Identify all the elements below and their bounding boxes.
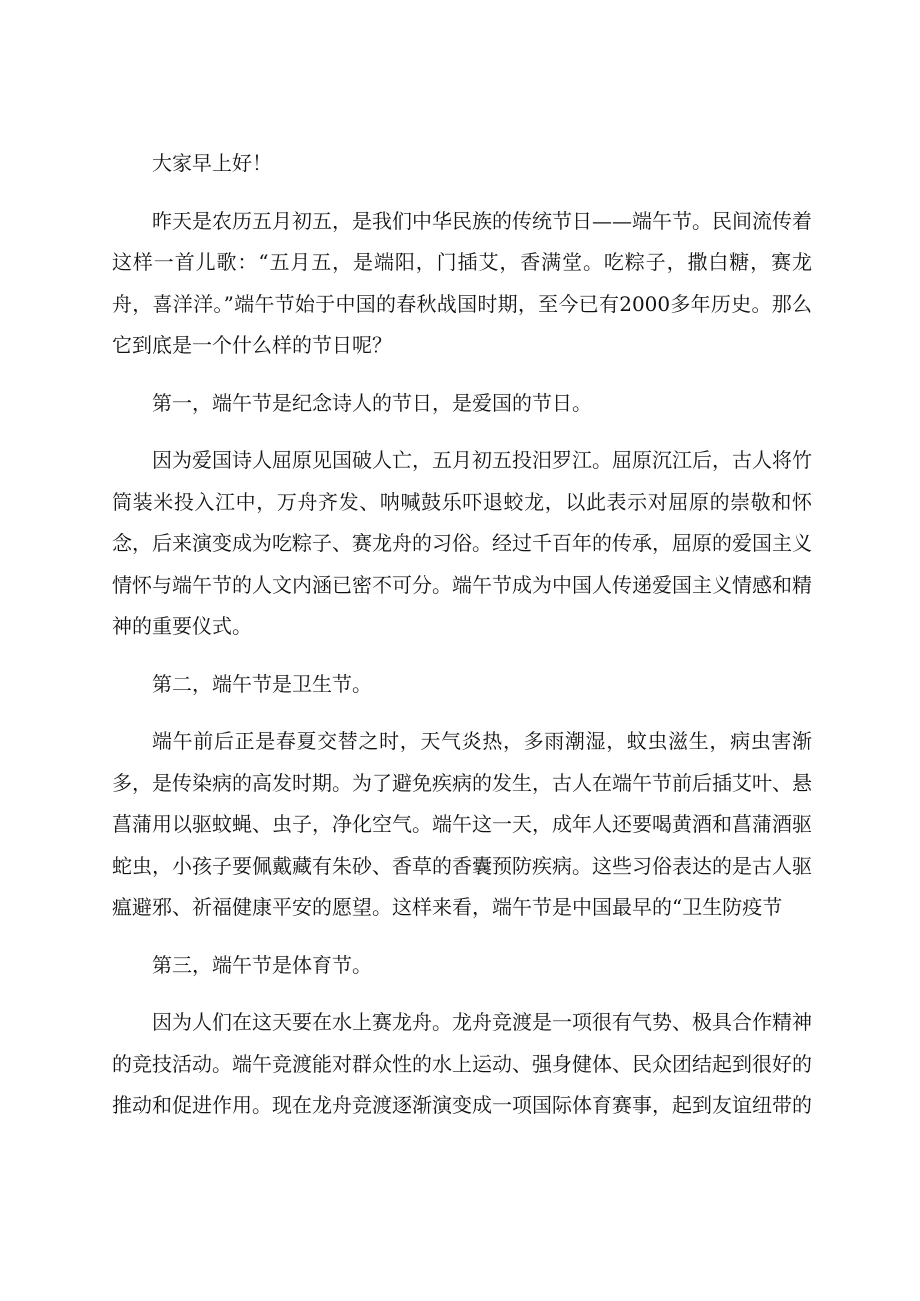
point-three-heading: 第三，端午节是体育节。	[152, 952, 372, 977]
point-two-paragraph: 端午前后正是春夏交替之时，天气炎热，多雨潮湿，蚊虫滋生，病虫害渐多，是传染病的高发时期。为了避免疾病的发生，古人在端午节前后插艾叶、悬菖蒲用以驱蚊蝇、虫子，净化空气。端午这一天，成年人还要喝黄酒和菖蒲酒驱蛇虫，小孩子要佩戴藏有朱砂、香草的香囊预防疾病。这些习俗表达的是古人驱瘟避邪、祈福健康平安的愿望。这样来看，端午节是中国最早的“卫生防疫节	[112, 729, 812, 919]
point-three-paragraph: 因为人们在这天要在水上赛龙舟。龙舟竞渡是一项很有气势、极具合作精神的竞技活动。端午竞渡能对群众性的水上运动、强身健体、民众团结起到很好的推动和促进作用。现在龙舟竞渡逐渐演变成一项国际体育赛事，起到友谊纽带的	[112, 1010, 812, 1117]
point-two-heading: 第二，端午节是卫生节。	[152, 671, 372, 696]
document-body	[112, 143, 812, 1143]
greeting-paragraph: 大家早上好！	[152, 151, 272, 175]
point-one-heading: 第一，端午节是纪念诗人的节日，是爱国的节日。	[152, 390, 592, 415]
point-one-paragraph: 因为爱国诗人屈原见国破人亡，五月初五投汨罗江。屈原沉江后，古人将竹筒装米投入江中，万舟齐发、呐喊鼓乐吓退蛟龙，以此表示对屈原的崇敬和怀念，后来演变成为吃粽子、赛龙舟的习俗。经过千百年的传承，屈原的爱国主义情怀与端午节的人文内涵已密不可分。端午节成为中国人传递爱国主义情感和精神的重要仪式。	[112, 448, 812, 638]
intro-paragraph: 昨天是农历五月初五，是我们中华民族的传统节日——端午节。民间流传着这样一首儿歌：“五月五，是端阳，门插艾，香满堂。吃粽子，撒白糖，赛龙舟，喜洋洋。”端午节始于中国的春秋战国时期，至今已有2000多年历史。那么它到底是一个什么样的节日呢？	[112, 208, 812, 357]
